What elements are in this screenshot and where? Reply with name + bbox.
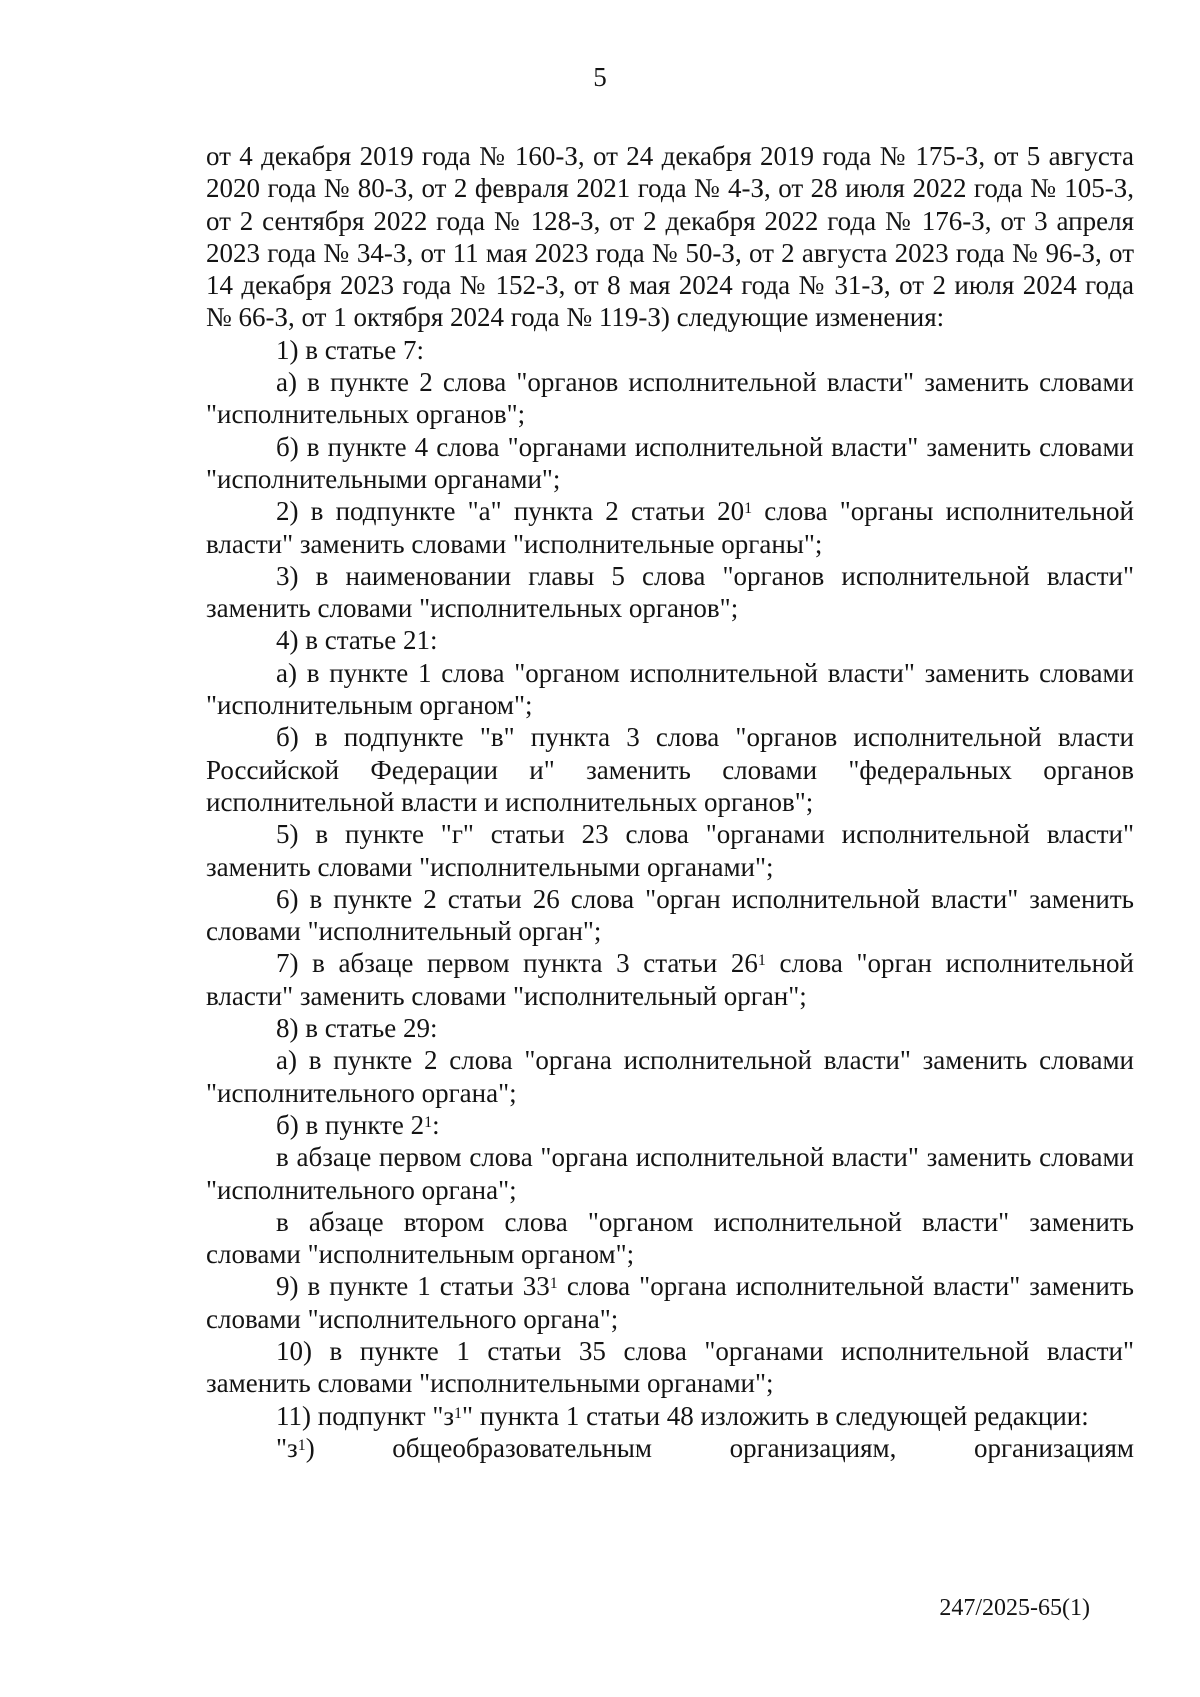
quoted-new-text (206, 1432, 1134, 1464)
item-8b-paragraph-1: в абзаце первом слова "органа исполнительной власти" заменить словами "исполнительного органа"; (206, 1142, 1134, 1205)
item-6: 6) в пункте 2 статьи 26 слова "орган исполнительной власти" заменить словами "исполнительный орган"; (206, 883, 1134, 947)
superscript: 1 (744, 500, 753, 518)
item-8: 8) в статье 29: (276, 1013, 438, 1044)
item-2-text: 2) в подпункте "а" пункта 2 статьи 20 (276, 496, 745, 527)
item-8a: а) в пункте 2 слова "органа исполнительной власти" заменить словами "исполнительного органа"; (206, 1045, 1134, 1108)
item-2 (206, 495, 1134, 560)
item-8b-text: б) в пункте 2 (276, 1109, 425, 1140)
superscript: 1 (549, 1275, 558, 1293)
item-8b-text-cont: : (432, 1109, 440, 1140)
document-code: 247/2025-65(1) (939, 1595, 1090, 1621)
item-10: 10) в пункте 1 статьи 35 слова "органами исполнительной власти" заменить словами "исполнительными органами"; (206, 1335, 1134, 1399)
document-body (206, 140, 1134, 1464)
item-5: 5) в пункте "г" статьи 23 слова "органами исполнительной власти" заменить словами "исполнительными органами"; (206, 819, 1134, 882)
item-11-text: 11) подпункт "з (276, 1400, 455, 1431)
item-1b: б) в пункте 4 слова "органами исполнительной власти" заменить словами "исполнительными органами"; (206, 431, 1134, 494)
item-8b-paragraph-2: в абзаце втором слова "органом исполнительной власти" заменить словами "исполнительным органом"; (206, 1206, 1134, 1270)
item-11-text-cont: " пункта 1 статьи 48 изложить в следующей редакции: (462, 1400, 1089, 1431)
superscript: 1 (454, 1404, 463, 1422)
item-9-text: 9) в пункте 1 статьи 33 (276, 1271, 550, 1302)
item-4b: б) в подпункте "в" пункта 3 слова "органов исполнительной власти Российской Федерации и" заменить словами "федеральных органов исполнительной власти и исполнительных органов"; (206, 722, 1134, 817)
item-1a: а) в пункте 2 слова "органов исполнительной власти" заменить словами "исполнительных органов"; (206, 367, 1134, 430)
item-8b (206, 1109, 1134, 1141)
superscript: 1 (297, 1436, 306, 1454)
item-4a: а) в пункте 1 слова "органом исполнительной власти" заменить словами "исполнительным органом"; (206, 657, 1134, 721)
superscript: 1 (424, 1113, 433, 1131)
page-number: 5 (593, 62, 607, 92)
item-9-text-cont: слова "органа исполнительной власти" заменить словами "исполнительного органа"; (206, 1271, 1134, 1334)
item-7-text: 7) в абзаце первом пункта 3 статьи 26 (276, 948, 758, 979)
item-11 (206, 1400, 1134, 1432)
quoted-text-cont: ) общеобразовательным организациям, организациям (305, 1432, 1134, 1463)
item-9 (206, 1270, 1134, 1335)
superscript: 1 (757, 952, 766, 970)
item-1: 1) в статье 7: (276, 334, 424, 365)
item-3: 3) в наименовании главы 5 слова "органов исполнительной власти" заменить словами "исполнительных органов"; (206, 560, 1134, 624)
item-7 (206, 947, 1134, 1012)
item-4: 4) в статье 21: (276, 625, 438, 656)
intro-paragraph: от 4 декабря 2019 года № 160-З, от 24 декабря 2019 года № 175-З, от 5 августа 2020 года № 80-З, от 2 февраля 2021 года № 4-З, от 28 июля 2022 года № 105-З, от 2 сентября 2022 года № 128-З, от 2 декабря 2022 года № 176-З, от 3 апреля 2023 года № 34-З, от 11 мая 2023 года № 50-З, от 2 августа 2023 года № 96-З, от 14 декабря 2023 года № 152-З, от 8 мая 2024 года № 31-З, от 2 июля 2024 года № 66-З, от 1 октября 2024 года № 119-З) следующие изменения: (206, 141, 1134, 333)
item-2-text-cont: слова "органы исполнительной власти" заменить словами "исполнительные органы"; (206, 496, 1134, 559)
item-7-text-cont: слова "орган исполнительной власти" заменить словами "исполнительный орган"; (206, 948, 1134, 1011)
quoted-text: "з (276, 1432, 298, 1463)
